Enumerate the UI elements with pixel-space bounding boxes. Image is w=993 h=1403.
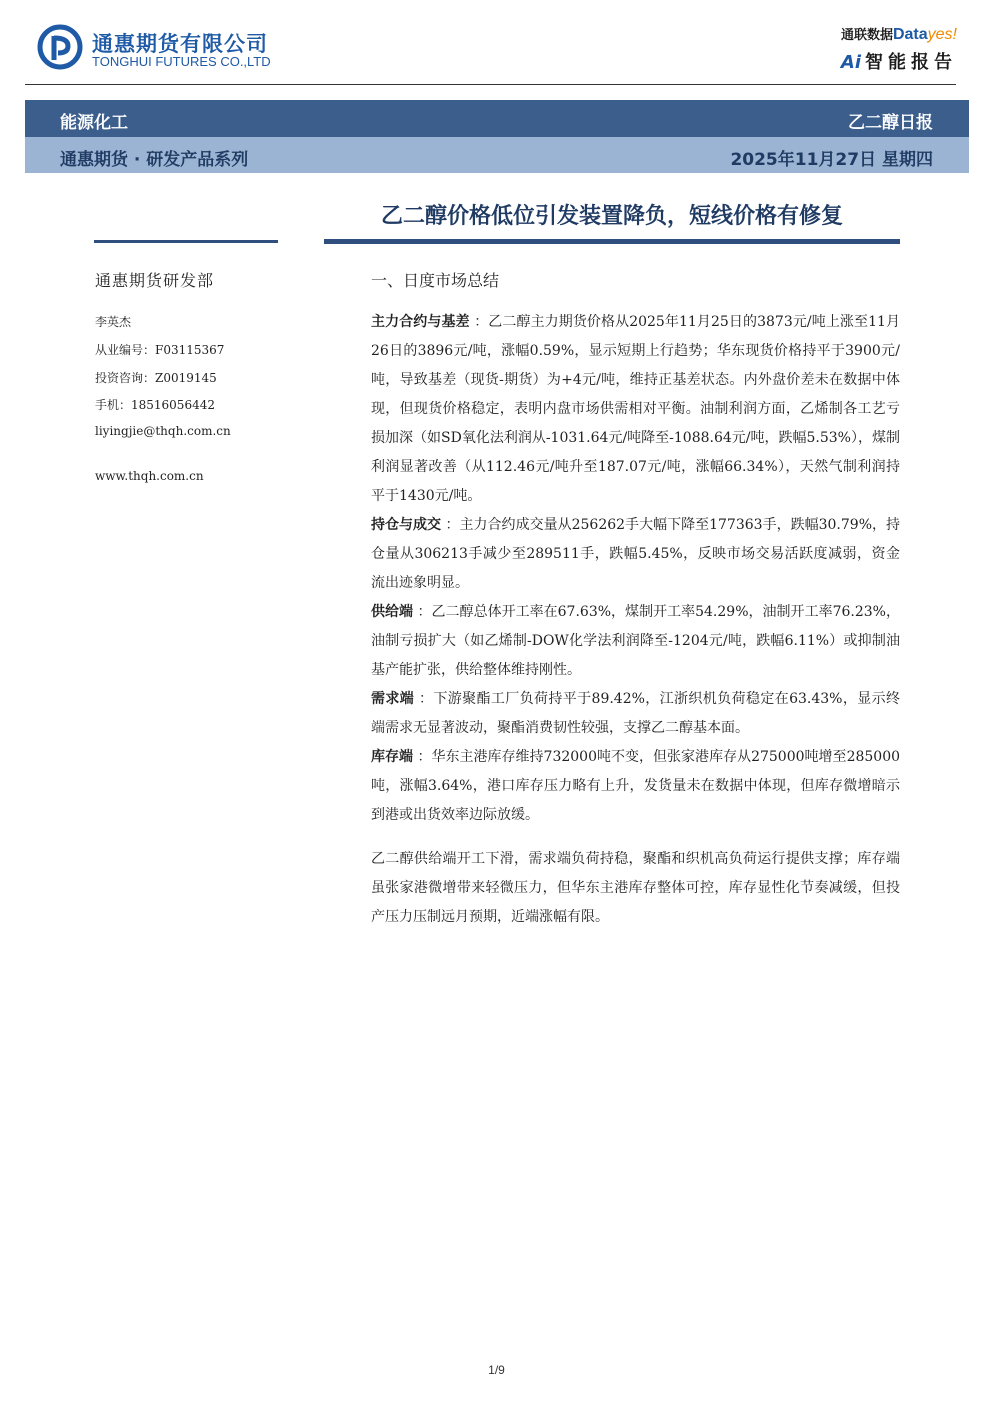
section-heading: 一、日度市场总结 <box>371 271 500 290</box>
paragraph-inventory <box>371 743 900 830</box>
website-link[interactable]: www.thqh.com.cn <box>95 469 204 483</box>
summary-paragraph: 乙二醇供给端开工下滑，需求端负荷持稳，聚酯和织机高负荷运行提供支撑；库存端虽张家港微增带来轻微压力，但华东主港库存整体可控，库存显性化节奏减缓，但投产压力压制远月预期，近端涨幅有限。 <box>371 851 900 925</box>
paragraph-label: 需求端 <box>371 691 415 707</box>
report-date: 2025年11月27日 星期四 <box>730 150 933 170</box>
paragraph-demand <box>371 685 900 743</box>
paragraph-label: 主力合约与基差 <box>371 314 470 330</box>
category-banner <box>25 100 969 137</box>
datayes-brand-data: Data <box>892 26 928 43</box>
paragraph-text: ：乙二醇总体开工率在67.63%，煤制开工率54.29%，油制开工率76.23%，油制亏损扩大（如乙烯制-DOW化学法利润降至-1204元/吨，跌幅6.11%）或抑制油基产能扩张，供给整体维持刚性。 <box>371 604 900 678</box>
paragraph-text: ：华东主港库存维持732000吨不变，但张家港库存从275000吨增至285000吨，涨幅3.64%，港口库存压力略有上升，发货量未在数据中体现，但库存微增暗示到港或出货效率边际放缓。 <box>371 749 901 823</box>
datayes-brand-cn: 通联数据 <box>840 27 893 42</box>
phone-number: 手机：18516056442 <box>95 398 215 412</box>
header-divider <box>25 84 956 85</box>
department-name: 通惠期货研发部 <box>95 271 215 290</box>
report-body <box>371 308 900 932</box>
paragraph-main-contract <box>371 308 900 511</box>
email-link[interactable]: liyingjie@thqh.com.cn <box>95 424 231 438</box>
ai-report-logo <box>841 48 957 74</box>
series-label: 通惠期货 · 研发产品系列 <box>60 150 249 170</box>
tonghui-logo-icon <box>37 24 83 70</box>
paragraph-label: 供给端 <box>371 604 414 620</box>
category-label: 能源化工 <box>60 113 128 133</box>
paragraph-label: 持仓与成交 <box>371 517 442 533</box>
datayes-brand-yes: yes! <box>927 26 957 43</box>
title-underline <box>324 239 900 244</box>
ai-icon: Ai <box>840 52 861 73</box>
paragraph-text: ：主力合约成交量从256262手大幅下降至177363手，跌幅30.79%，持仓量从306213手减少至289511手，跌幅5.45%，反映市场交易活跃度减弱，资金流出迹象明显。 <box>371 517 901 591</box>
paragraph-position-volume <box>371 511 900 598</box>
company-name-cn: 通惠期货有限公司 <box>92 32 268 56</box>
paragraph-supply <box>371 598 900 685</box>
report-type-label: 乙二醇日报 <box>848 113 933 133</box>
sidebar-rule <box>94 240 278 243</box>
ai-report-text: 智能报告 <box>865 52 957 73</box>
page-number: 1/9 <box>488 1363 505 1377</box>
consult-number: 投资咨询：Z0019145 <box>95 371 217 385</box>
series-banner <box>25 137 969 173</box>
paragraph-label: 库存端 <box>371 749 414 765</box>
company-name-en: TONGHUI FUTURES CO.,LTD <box>92 54 271 69</box>
paragraph-text: ：下游聚酯工厂负荷持平于89.42%，江浙织机负荷稳定在63.43%，显示终端需求无显著波动，聚酯消费韧性较强，支撑乙二醇基本面。 <box>371 691 900 736</box>
license-number: 从业编号：F03115367 <box>95 343 225 357</box>
datayes-logo <box>841 24 957 44</box>
report-title: 乙二醇价格低位引发装置降负，短线价格有修复 <box>380 204 843 229</box>
author-name: 李英杰 <box>95 315 132 329</box>
paragraph-text: ：乙二醇主力期货价格从2025年11月25日的3873元/吨上涨至11月26日的3896元/吨，涨幅0.59%，显示短期上行趋势；华东现货价格持平于3900元/吨，导致基差（现货-期货）为+4元/吨，维持正基差状态。内外盘价差未在数据中体现，但现货价格稳定，表明内盘市场供需相对平衡。油制利润方面，乙烯制各工艺亏损加深（如SD氧化法利润从-1031.64元/吨降至-1088.64元/吨，跌幅5.53%），煤制利润显著改善（从112.46元/吨升至187.07元/吨，涨幅66.34%），天然气制利润持平于1430元/吨。 <box>371 314 901 504</box>
